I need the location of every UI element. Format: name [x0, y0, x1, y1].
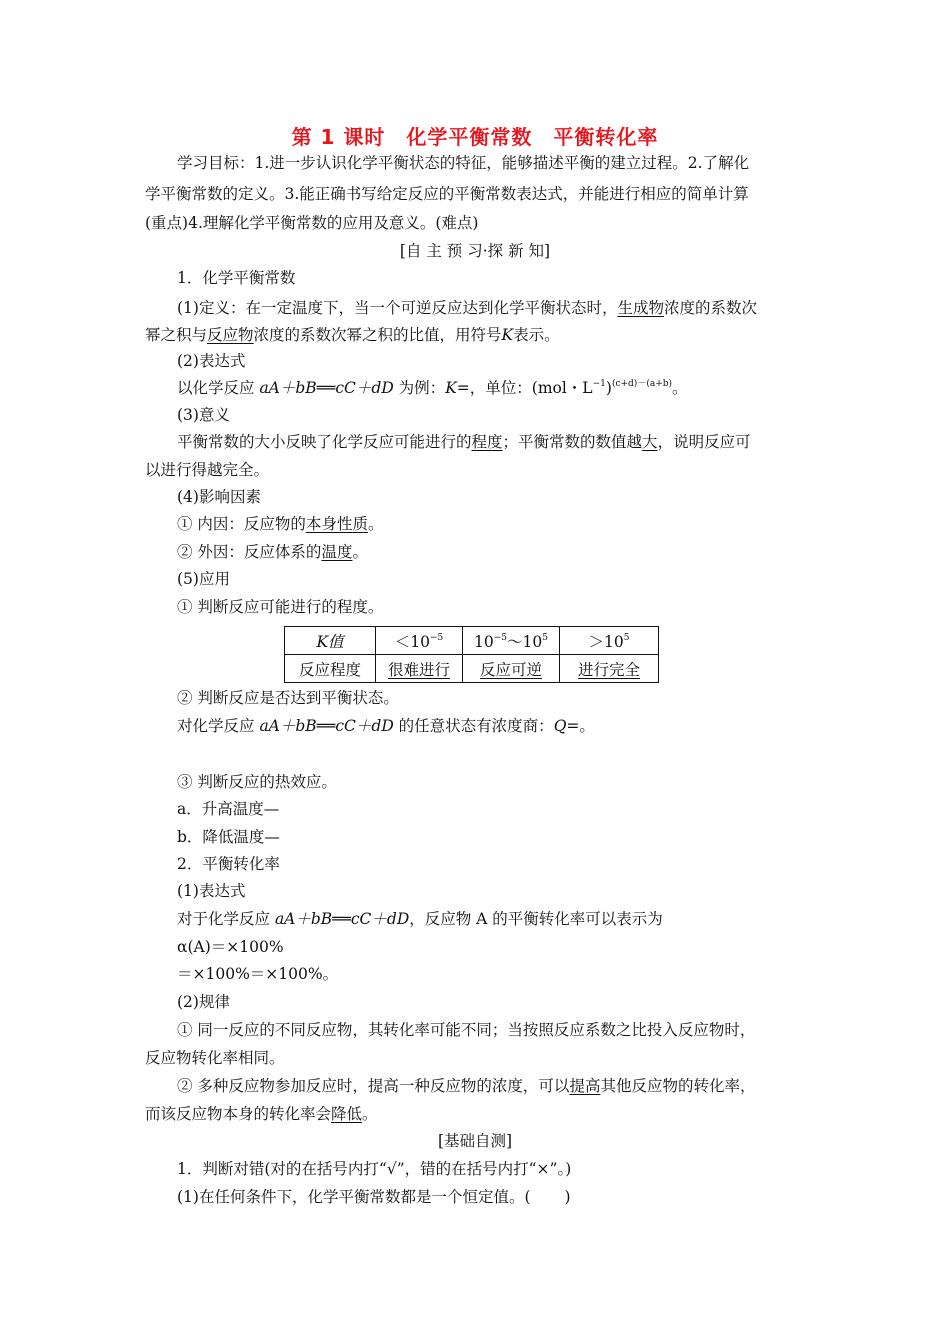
- factor-internal: ① 内因：反应物的本身性质。: [177, 515, 384, 533]
- table-cell: 反应程度: [285, 655, 376, 683]
- underlined-answer: 温度: [321, 543, 353, 561]
- table-header-mid: $10^{-5}\sim 10^5$: [463, 627, 560, 655]
- underlined-answer: 生成物: [617, 299, 664, 317]
- meaning-line-2: 以进行得越完全。: [145, 461, 270, 479]
- table-header-large: $>10^5$: [560, 627, 659, 655]
- table-header-small: $<10^{-5}$: [376, 627, 463, 655]
- underlined-answer: 大: [642, 433, 658, 451]
- question-instructions: 1．判断对错(对的在括号内打“√”，错的在括号内打“×”。): [177, 1160, 572, 1178]
- question-1: (1)在任何条件下，化学平衡常数都是一个恒定值。( ): [177, 1188, 571, 1206]
- factors-heading: (4)影响因素: [177, 488, 261, 506]
- definition-line-1: (1)定义：在一定温度下，当一个可逆反应达到化学平衡状态时，生成物浓度的系数次: [177, 299, 757, 317]
- rule-1-line-2: 反应物转化率相同。: [145, 1049, 285, 1067]
- definition-line-2: 幂之积与反应物浓度的系数次幂之积的比值，用符号K表示。: [145, 326, 560, 344]
- table-header-k: K值: [285, 627, 376, 655]
- application-1: ① 判断反应可能进行的程度。: [177, 598, 384, 616]
- table-row: [285, 627, 659, 655]
- factor-external: ② 外因：反应体系的温度。: [177, 543, 368, 561]
- conversion-expression-heading: (1)表达式: [177, 882, 246, 900]
- table-cell: 很难进行: [376, 655, 463, 683]
- underlined-answer: 本身性质: [305, 515, 368, 533]
- learning-goals-line-1: 学习目标：1.进一步认识化学平衡状态的特征，能够描述平衡的建立过程。2.了解化: [177, 154, 750, 172]
- table-row: [285, 655, 659, 683]
- lesson-title: 第 1 课时 化学平衡常数 平衡转化率: [291, 125, 659, 149]
- rule-2-line-2: 而该反应物本身的转化率会降低。: [145, 1105, 378, 1123]
- application-3a: a．升高温度—: [177, 800, 280, 818]
- application-3b: b．降低温度—: [177, 828, 280, 846]
- conversion-formula-1: α(A)＝×100%: [177, 938, 284, 956]
- underlined-answer: 程度: [471, 433, 503, 451]
- expression-line: 以化学反应 aA＋bB══cC＋dD 为例：K=，单位：(mol・$L^{-1})^{(c+d)-(a+b)}$。: [177, 379, 688, 397]
- meaning-heading: (3)意义: [177, 406, 230, 424]
- table-cell: 进行完全: [560, 655, 659, 683]
- k-value-table: [284, 626, 659, 683]
- learning-goals-line-2: 学平衡常数的定义。3.能正确书写给定反应的平衡常数表达式，并能进行相应的简单计算: [145, 185, 749, 203]
- section-heading-preview: [自 主 预 习·探 新 知]: [399, 242, 551, 260]
- rule-1-line-1: ① 同一反应的不同反应物，其转化率可能不同；当按照反应系数之比投入反应物时，: [177, 1021, 756, 1039]
- concentration-quotient-line: 对化学反应 aA＋bB══cC＋dD 的任意状态有浓度商：Q=。: [177, 717, 595, 735]
- application-2: ② 判断反应是否达到平衡状态。: [177, 689, 399, 707]
- application-heading: (5)应用: [177, 570, 230, 588]
- learning-goals-line-3: (重点)4.理解化学平衡常数的应用及意义。(难点): [145, 214, 479, 232]
- meaning-line-1: 平衡常数的大小反映了化学反应可能进行的程度；平衡常数的数值越大，说明反应可: [177, 433, 751, 451]
- heading-conversion-rate: 2．平衡转化率: [177, 855, 280, 873]
- rule-heading: (2)规律: [177, 993, 230, 1011]
- conversion-formula-2: ＝×100%＝×100%。: [177, 965, 339, 983]
- conversion-line: 对于化学反应 aA＋bB══cC＋dD，反应物 A 的平衡转化率可以表示为: [177, 910, 663, 928]
- underlined-answer: 提高: [569, 1077, 601, 1095]
- underlined-answer: 降低: [331, 1105, 363, 1123]
- section-heading-self-test: [基础自测]: [437, 1132, 513, 1150]
- expression-heading: (2)表达式: [177, 352, 246, 370]
- rule-2-line-1: ② 多种反应物参加反应时，提高一种反应物的浓度，可以提高其他反应物的转化率，: [177, 1077, 756, 1095]
- heading-equilibrium-constant: 1．化学平衡常数: [177, 269, 296, 287]
- application-3: ③ 判断反应的热效应。: [177, 773, 337, 791]
- underlined-answer: 反应物: [207, 326, 254, 344]
- table-cell: 反应可逆: [463, 655, 560, 683]
